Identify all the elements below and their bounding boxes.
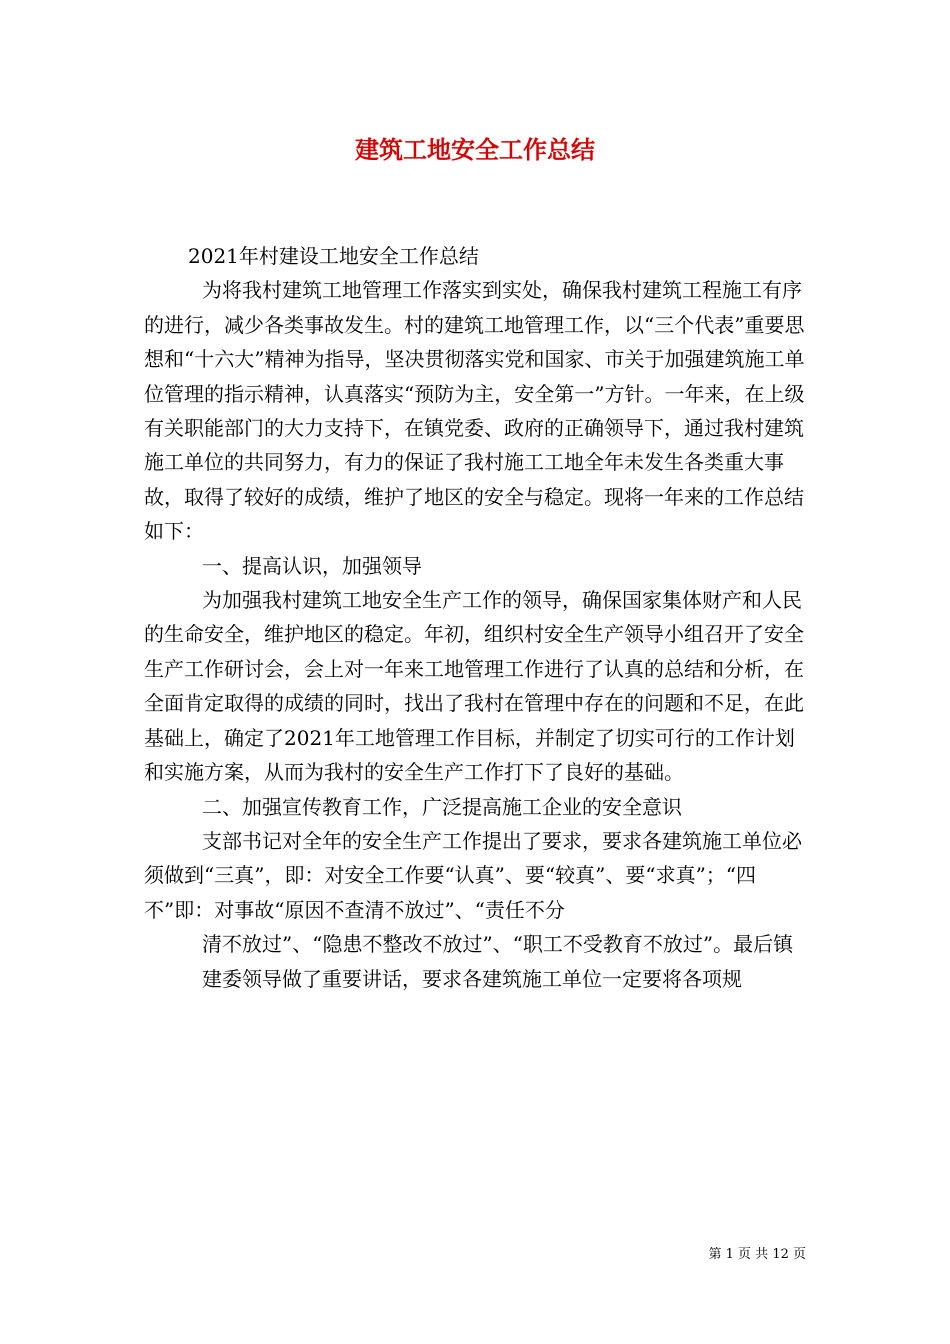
section-heading-2: 二、加强宣传教育工作，广泛提高施工企业的安全意识	[202, 794, 682, 819]
section-1-paragraph: 为加强我村建筑工地安全生产工作的领导，确保国家集体财产和人民的生命安全，维护地区的稳定。年初，组织村安全生产领导小组召开了安全生产工作研讨会，会上对一年来工地管理工作进行了认真的总结和分析，在全面肯定取得的成绩的同时，找出了我村在管理中存在的问题和不足，在此基础上，确定了2021年工地管理工作目标，并制定了切实可行的工作计划和实施方案，从而为我村的安全生产工作打下了良好的基础。	[144, 588, 804, 785]
intro-paragraph: 为将我村建筑工地管理工作落实到实处，确保我村建筑工程施工有序的进行，减少各类事故发生。村的建筑工地管理工作，以“三个代表”重要思想和“十六大”精神为指导，坚决贯彻落实党和国家、市关于加强建筑施工单位管理的指示精神，认真落实“预防为主，安全第一”方针。一年来，在上级有关职能部门的大力支持下，在镇党委、政府的正确领导下，通过我村建筑施工单位的共同努力，有力的保证了我村施工工地全年未发生各类重大事故，取得了较好的成绩，维护了地区的安全与稳定。现将一年来的工作总结如下：	[144, 278, 805, 544]
section-2-continuation: 清不放过”、“隐患不整改不放过”、“职工不受教育不放过”。最后镇	[202, 932, 794, 957]
section-2-continuation-2: 建委领导做了重要讲话，要求各建筑施工单位一定要将各项规	[202, 966, 742, 991]
section-2-paragraph: 支部书记对全年的安全生产工作提出了要求，要求各建筑施工单位必须做到“三真”，即：对安全工作要“认真”、要“较真”、要“求真”；“四不”即：对事故“原因不查清不放过”、“责任不分	[144, 828, 802, 922]
section-heading-1: 一、提高认识，加强领导	[202, 553, 422, 578]
document-title: 建筑工地安全工作总结	[355, 136, 595, 164]
subtitle-paragraph: 2021年村建设工地安全工作总结	[188, 244, 479, 268]
page-number: 第 1 页 共 12 页	[708, 1247, 806, 1262]
document-body	[144, 239, 812, 996]
